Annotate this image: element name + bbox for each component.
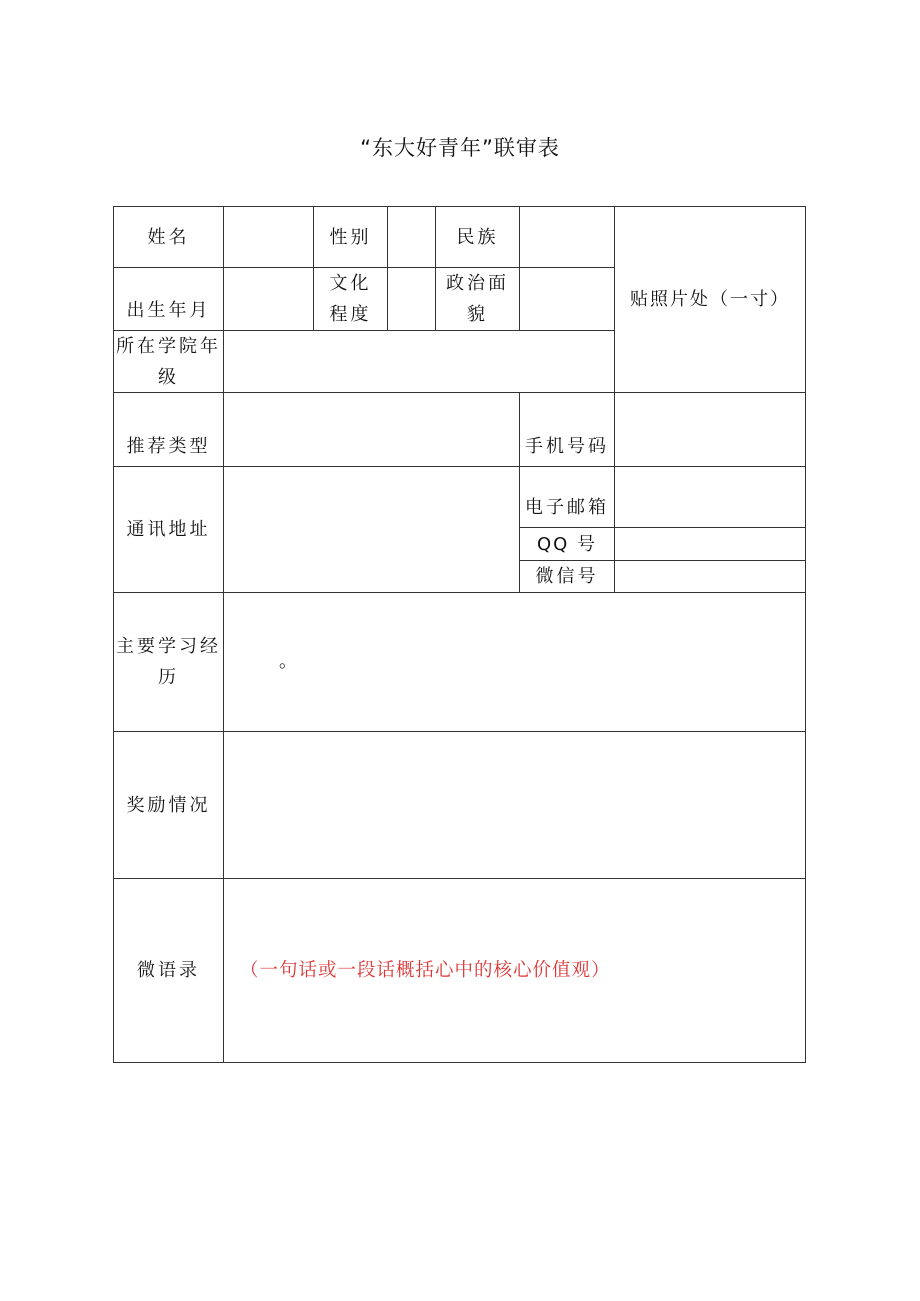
table-border-right — [805, 206, 806, 1063]
page-title: “东大好青年”联审表 — [360, 136, 560, 160]
photo-placeholder: 贴照片处（一寸） — [630, 289, 790, 310]
address-label: 通讯地址 — [126, 519, 211, 540]
ethnicity-field[interactable] — [520, 207, 614, 267]
phone-label: 手机号码 — [525, 436, 609, 457]
quote-label: 微语录 — [137, 960, 200, 981]
quote-hint: （一句话或一段话概括心中的核心价值观） — [240, 960, 611, 981]
college-field[interactable] — [224, 331, 614, 392]
ethnicity-label: 民族 — [456, 226, 499, 248]
qq-field[interactable] — [615, 528, 805, 560]
email-label: 电子邮箱 — [525, 497, 609, 518]
email-field[interactable] — [615, 467, 805, 527]
recommend-type-field[interactable] — [224, 393, 519, 466]
wechat-label: 微信号 — [535, 566, 599, 587]
gender-field[interactable] — [388, 207, 435, 267]
education-field[interactable] — [388, 268, 435, 330]
name-field[interactable] — [224, 207, 313, 267]
address-field[interactable] — [224, 467, 519, 592]
study-content[interactable]: 。 — [279, 650, 297, 672]
birth-label: 出生年月 — [126, 300, 211, 321]
table-border-bottom — [113, 1062, 806, 1063]
political-label: 政治面貌 — [446, 273, 509, 325]
birth-field[interactable] — [224, 268, 313, 330]
gender-label: 性别 — [329, 226, 372, 248]
political-field[interactable] — [520, 268, 614, 330]
name-label: 姓名 — [147, 226, 190, 248]
recommend-type-label: 推荐类型 — [126, 436, 211, 457]
wechat-field[interactable] — [615, 561, 805, 592]
phone-field[interactable] — [615, 393, 805, 466]
qq-label: QQ 号 — [536, 533, 598, 555]
awards-label: 奖励情况 — [126, 794, 211, 816]
college-label: 所在学院年级 — [116, 335, 221, 388]
study-label: 主要学习经历 — [116, 636, 221, 688]
education-label: 文化程度 — [329, 273, 372, 325]
awards-field[interactable] — [224, 732, 805, 878]
